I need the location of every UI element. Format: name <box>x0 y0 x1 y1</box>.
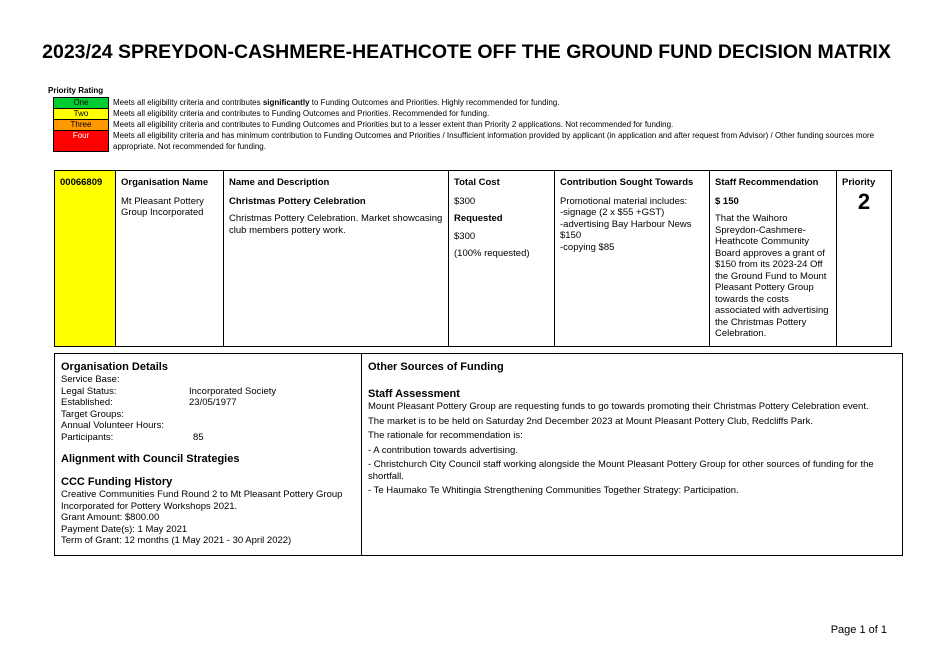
cost-cell <box>449 171 555 347</box>
ccc-funding-line: Creative Communities Fund Round 2 to Mt Pleasant Pottery Group Incorporated for Pottery Workshops 2021. <box>61 489 343 512</box>
requested-percent: (100% requested) <box>454 248 530 259</box>
assessment-paragraph: The market is to be held on Saturday 2nd December 2023 at Mount Pleasant Pottery Club, Redcliffs Park. <box>368 415 813 427</box>
total-cost-header: Total Cost <box>454 177 500 188</box>
legend-row-two <box>53 108 883 119</box>
legend-swatch-two: Two <box>53 108 109 119</box>
ccc-funding-heading: CCC Funding History <box>61 476 173 488</box>
org-field-value: 23/05/1977 <box>189 397 237 408</box>
org-field-row <box>61 374 355 386</box>
ccc-funding-line: Payment Date(s): 1 May 2021 <box>61 523 188 535</box>
assessment-paragraph: - Christchurch City Council staff working alongside the Mount Pleasant Pottery Group for other sources of funding for the shortfall. <box>368 459 874 482</box>
contribution-header: Contribution Sought Towards <box>560 177 694 188</box>
legend-text-one: Meets all eligibility criteria and contributes significantly to Funding Outcomes and Priorities. Highly recommended for funding. <box>113 98 560 107</box>
ccc-funding-line: Term of Grant: 12 months (1 May 2021 - 30 April 2022) <box>61 535 292 546</box>
legend-row-four <box>53 130 883 152</box>
page-number: Page 1 of 1 <box>830 624 887 636</box>
alignment-heading: Alignment with Council Strategies <box>61 453 240 465</box>
page-title: 2023/24 SPREYDON-CASHMERE-HEATHCOTE OFF THE GROUND FUND DECISION MATRIX <box>42 41 891 63</box>
details-panel <box>54 353 903 556</box>
total-cost: $300 <box>454 195 476 207</box>
assessment-paragraph: The rationale for recommendation is: <box>368 430 523 441</box>
assessment-paragraph: Mount Pleasant Pottery Group are requesting funds to go towards promoting their Christmas Pottery Celebration event. <box>368 401 869 412</box>
contribution-line: -advertising Bay Harbour News $150 <box>560 218 692 241</box>
org-field-row <box>61 420 355 432</box>
contribution-line: Promotional material includes: <box>560 195 688 207</box>
org-field-label: Legal Status: <box>61 385 117 397</box>
org-field-label: Target Groups: <box>61 408 124 420</box>
priority-value: 2 <box>857 188 871 214</box>
org-field-label: Service Base: <box>61 374 120 385</box>
legend-text-two: Meets all eligibility criteria and contributes to Funding Outcomes and Priorities. Recommended for funding. <box>113 109 490 118</box>
legend-text-four: Meets all eligibility criteria and has minimum contribution to Funding Outcomes and Priorities / Insufficient information provided by applicant (in application and after request from Advisor) / Other funding sources more appropriate. Not recommended for funding. <box>113 131 875 151</box>
org-name-header: Organisation Name <box>121 177 209 188</box>
application-table <box>54 170 892 347</box>
requested-label: Requested <box>454 213 503 224</box>
legend-row-one <box>53 97 883 108</box>
org-field-label: Participants: <box>61 431 114 443</box>
legend-swatch-three: Three <box>53 119 109 130</box>
assessment-section <box>362 354 902 555</box>
org-field-value: Incorporated Society <box>189 385 277 397</box>
org-details-heading: Organisation Details <box>61 361 168 373</box>
project-name: Christmas Pottery Celebration <box>229 195 366 207</box>
legend-text-three: Meets all eligibility criteria and contributes to Funding Outcomes and Priorities but to a lesser extent than Priority 2 applications. Not recommended for funding. <box>113 120 674 129</box>
description-header: Name and Description <box>229 177 330 188</box>
organisation-details <box>55 354 362 555</box>
org-field-value: 85 <box>193 431 204 443</box>
org-field-label: Established: <box>61 397 113 408</box>
org-field-row <box>61 409 355 421</box>
contribution-line: -copying $85 <box>560 241 615 253</box>
assessment-paragraph: - A contribution towards advertising. <box>368 444 518 456</box>
org-name: Mt Pleasant Pottery Group Incorporated <box>121 195 204 218</box>
org-field-label: Annual Volunteer Hours: <box>61 420 164 431</box>
staff-recommendation-amount: $ 150 <box>715 195 739 207</box>
priority-legend <box>53 97 883 152</box>
staff-recommendation-header: Staff Recommendation <box>715 177 819 188</box>
priority-header: Priority <box>842 177 876 188</box>
application-id: 00066809 <box>55 171 116 347</box>
org-name-cell <box>116 171 224 347</box>
staff-recommendation-text: That the Waihoro Spreydon-Cashmere-Heathcote Community Board approves a grant of $150 from its 2023-24 Off the Ground Fund to Mount Pleasant Pottery Group towards the costs associated with advertising the Christmas Pottery Celebration. <box>715 213 829 339</box>
other-sources-heading: Other Sources of Funding <box>368 361 504 373</box>
contribution-line: -signage (2 x $55 +GST) <box>560 207 665 218</box>
requested-amount: $300 <box>454 230 476 242</box>
priority-rating-label: Priority Rating <box>48 86 104 95</box>
org-field-row <box>61 432 355 444</box>
project-description: Christmas Pottery Celebration. Market showcasing club members pottery work. <box>229 213 443 236</box>
ccc-funding-line: Grant Amount: $800.00 <box>61 512 160 523</box>
staff-recommendation-cell <box>710 171 837 347</box>
staff-assessment-heading: Staff Assessment <box>368 388 460 400</box>
assessment-paragraph: - Te Haumako Te Whitingia Strengthening Communities Together Strategy: Participation. <box>368 485 739 496</box>
org-field-row <box>61 397 355 409</box>
legend-swatch-one: One <box>53 97 109 108</box>
org-field-row <box>61 386 355 398</box>
description-cell <box>224 171 449 347</box>
contribution-cell <box>555 171 710 347</box>
priority-cell <box>837 171 892 347</box>
legend-row-three <box>53 119 883 130</box>
legend-swatch-four: Four <box>53 130 109 152</box>
